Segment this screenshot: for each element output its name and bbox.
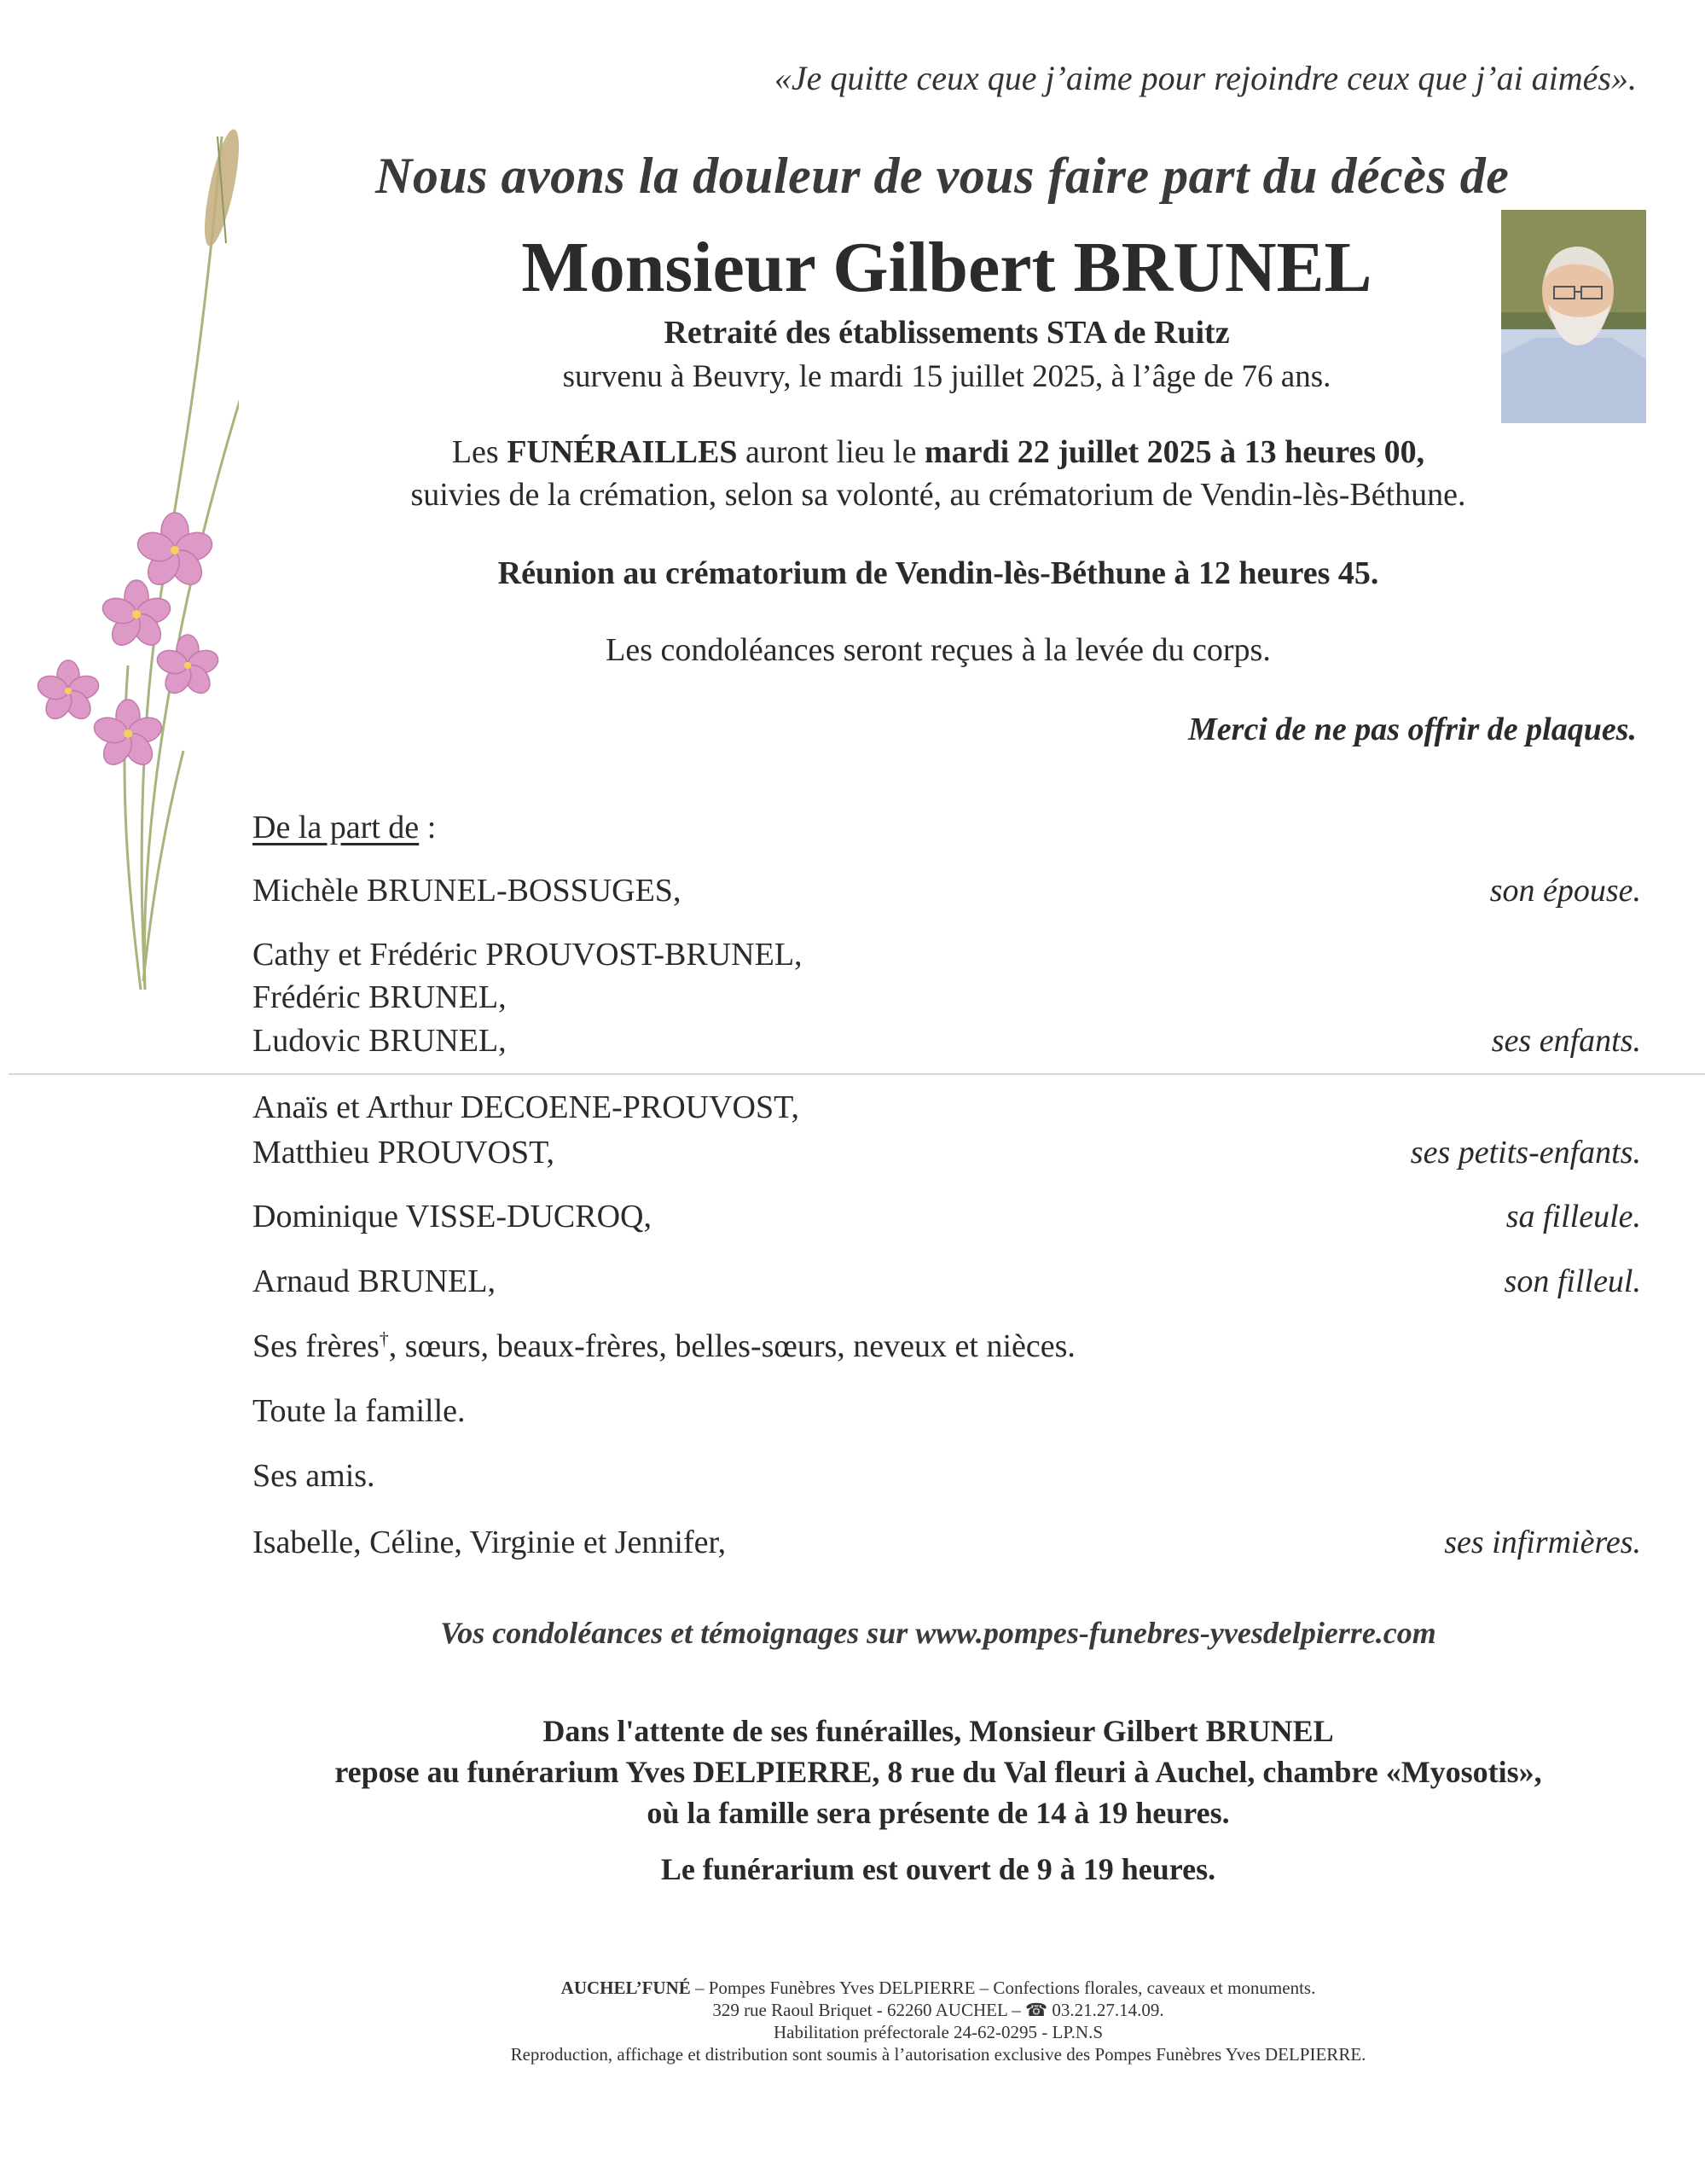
funerarium-line-2: repose au funérarium Yves DELPIERRE, 8 rue du Val fleuri à Auchel, chambre «Myosotis», bbox=[334, 1755, 1542, 1789]
footer-address-line: 329 rue Raoul Briquet - 62260 AUCHEL – ☎ 03.21.27.14.09. bbox=[712, 2000, 1164, 2020]
funerarium-line-1: Dans l'attente de ses funérailles, Monsieur Gilbert BRUNEL bbox=[542, 1714, 1334, 1748]
footer-company-line: AUCHEL’FUNÉ – Pompes Funèbres Yves DELPIERRE – Confections florales, caveaux et monuments. bbox=[560, 1978, 1316, 1998]
deceased-occupation: Retraité des établissements STA de Ruitz bbox=[664, 315, 1230, 351]
death-details: survenu à Beuvry, le mardi 15 juillet 2025, à l’âge de 76 ans. bbox=[562, 359, 1331, 394]
announcement: Nous avons la douleur de vous faire part du décès de bbox=[375, 148, 1510, 204]
reunion-line: Réunion au crématorium de Vendin-lès-Béthune à 12 heures 45. bbox=[497, 555, 1379, 591]
cremation-line: suivies de la crémation, selon sa volonté, au crématorium de Vendin-lès-Béthune. bbox=[410, 477, 1466, 513]
footer-reproduction: Reproduction, affichage et distribution sont soumis à l’autorisation exclusive des Pompes Funèbres Yves DELPIERRE. bbox=[510, 2044, 1366, 2065]
no-plaques-note: Merci de ne pas offrir de plaques. bbox=[1188, 712, 1637, 747]
quote: «Je quitte ceux que j’aime pour rejoindre ceux que j’ai aimés». bbox=[774, 59, 1637, 97]
deceased-name: Monsieur Gilbert BRUNEL bbox=[521, 228, 1372, 307]
funeral-date-line: Les FUNÉRAILLES auront lieu le mardi 22 juillet 2025 à 13 heures 00, bbox=[451, 434, 1425, 470]
funerarium-line-3: où la famille sera présente de 14 à 19 heures. bbox=[647, 1796, 1230, 1830]
page-divider bbox=[9, 1073, 1705, 1075]
funerarium-hours: Le funérarium est ouvert de 9 à 19 heures. bbox=[660, 1852, 1216, 1886]
portrait-photo bbox=[1501, 210, 1646, 423]
footer-habilitation: Habilitation préfectorale 24-62-0295 - LP.N.S bbox=[773, 2022, 1104, 2042]
from-label: De la part de : bbox=[252, 810, 437, 845]
website-line: Vos condoléances et témoignages sur www.pompes-funebres-yvesdelpierre.com bbox=[440, 1616, 1436, 1650]
flower-illustration bbox=[17, 119, 239, 1007]
condolences-line: Les condoléances seront reçues à la levée du corps. bbox=[606, 632, 1271, 668]
phone-icon: ☎ bbox=[1025, 2000, 1048, 2020]
